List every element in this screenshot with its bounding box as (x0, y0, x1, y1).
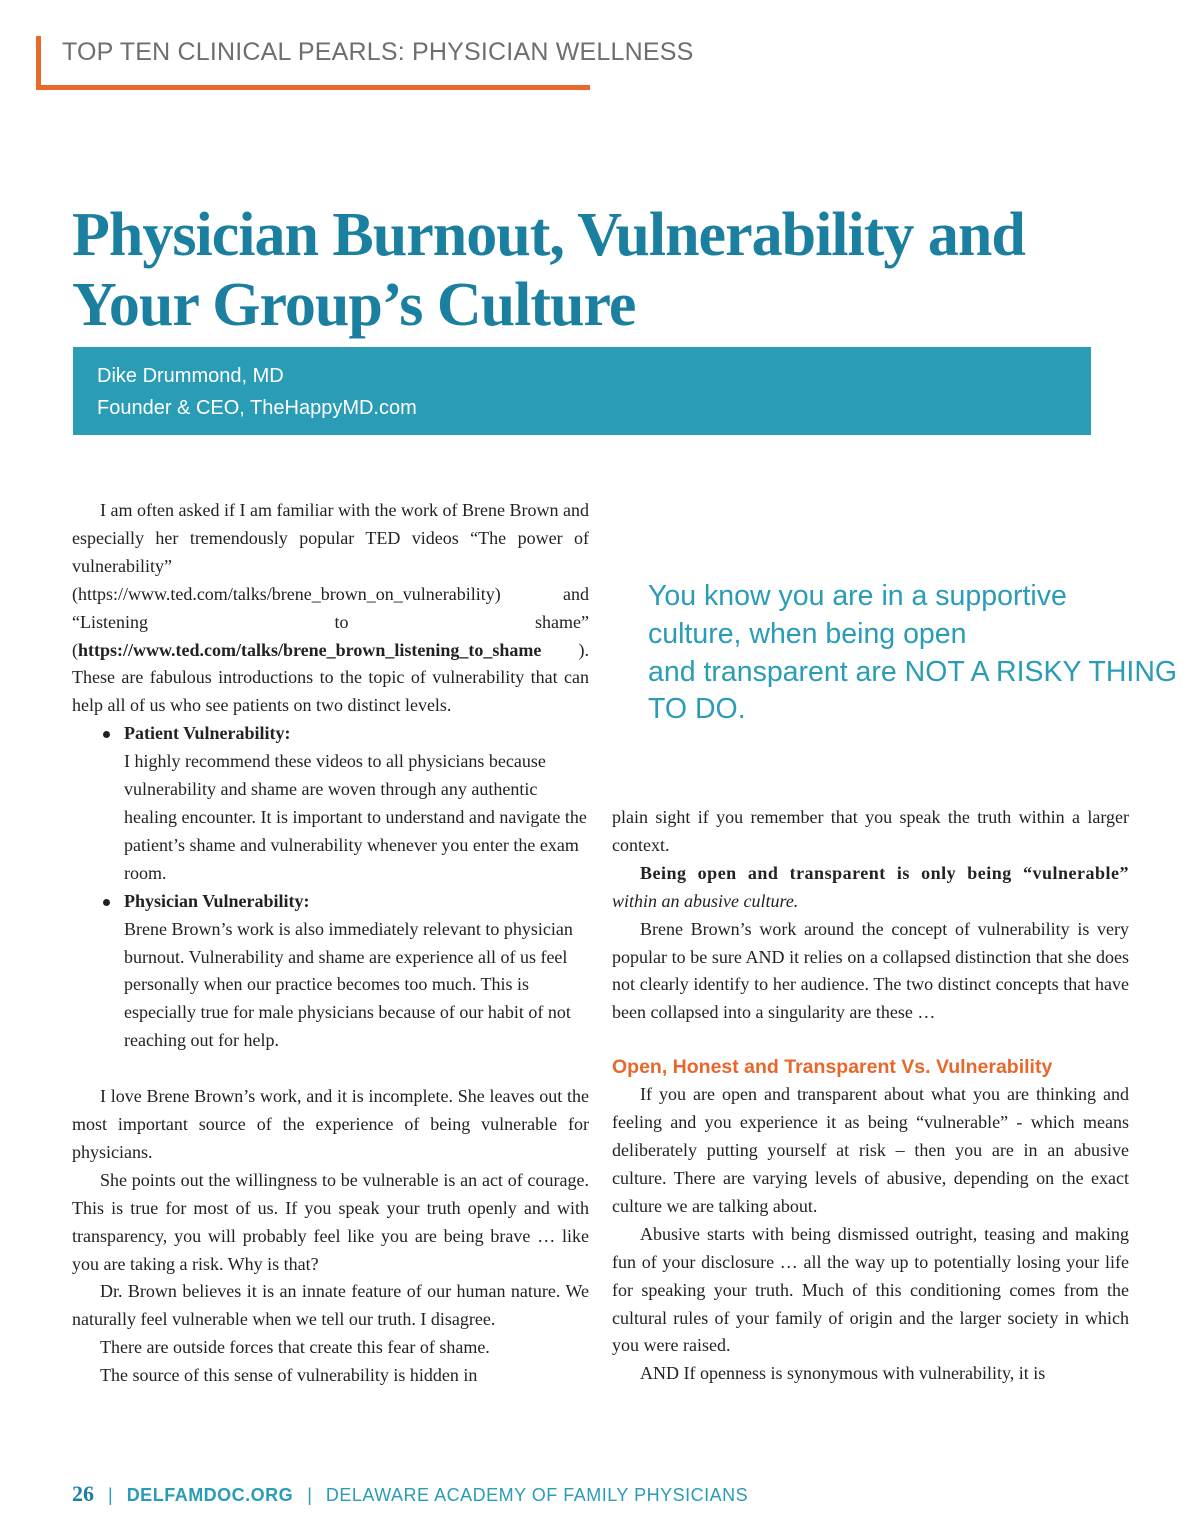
pull-quote-line: TO DO. (648, 693, 746, 726)
article-title (72, 200, 1132, 340)
footer-separator: | (108, 1485, 113, 1505)
continuation-paragraph: plain sight if you remember that you speak the truth within a larger context. (612, 807, 1129, 855)
section-label: TOP TEN CLINICAL PEARLS: PHYSICIAN WELLNESS (62, 38, 694, 66)
pull-quote-line: culture, when being open (648, 617, 967, 650)
emphasis-paragraph (612, 860, 1129, 916)
shame-video-link[interactable]: https://www.ted.com/talks/brene_brown_listening_to_shame (78, 639, 542, 660)
page-footer (72, 1481, 748, 1511)
right-column (612, 804, 1129, 1388)
emphasis-bold: Being open and transparent is only being “vulnerable” (640, 862, 1129, 883)
body-paragraph: AND If openness is synonymous with vulnerability, it is (640, 1363, 1046, 1384)
page-number: 26 (72, 1481, 94, 1506)
bullet-icon (103, 899, 110, 906)
pull-quote (648, 578, 1178, 729)
bullet-title: Physician Vulnerability: (124, 890, 310, 911)
footer-separator: | (307, 1485, 312, 1505)
body-paragraph: She points out the willingness to be vulnerable is an act of courage. This is true for most of us. If you speak your truth openly and with transparency, you will probably feel like you are being brave … like you are taking a risk. Why is that? (72, 1169, 589, 1274)
bullet-icon (103, 731, 110, 738)
header-underline (36, 85, 590, 90)
left-column (72, 497, 589, 1390)
intro-text-a: I am often asked if I am familiar with the work of Brene Brown and especially her tremendously popular TED videos “The power of vulnerability” (https://www.ted.com/talks/brene_brown_on_vulnerability) and “Listening to shame” ( (72, 500, 589, 660)
section-header (36, 36, 694, 90)
footer-organization: DELAWARE ACADEMY OF FAMILY PHYSICIANS (325, 1485, 749, 1505)
author-role: Founder & CEO, TheHappyMD.com (97, 397, 417, 419)
list-item (72, 888, 589, 1055)
author-banner (73, 347, 1091, 435)
section-subhead: Open, Honest and Transparent Vs. Vulnerability (612, 1056, 1053, 1079)
bullet-title: Patient Vulnerability: (124, 723, 291, 744)
body-paragraph: I love Brene Brown’s work, and it is incomplete. She leaves out the most important source of the experience of being vulnerable for physicians. (72, 1086, 589, 1162)
intro-paragraph (72, 497, 589, 720)
body-paragraph: If you are open and transparent about what you are thinking and feeling and you experience it as being “vulnerable” - which means deliberately putting yourself at risk – then you are in an abusive culture. There are varying levels of abusive, depending on the exact culture we are talking about. (612, 1084, 1129, 1216)
bullet-body: Brene Brown’s work is also immediately relevant to physician burnout. Vulnerability and shame are experience all of us feel personally when our practice becomes too much. This is especially true for male physicians because of our habit of not reaching out for help. (124, 918, 573, 1051)
title-line-2: Your Group’s Culture (72, 271, 636, 339)
intro-text-b: ). These are fabulous introductions to the topic of vulnerability that can help all of us who see patients on two distinct levels. (72, 639, 589, 716)
emphasis-italic: within an abusive culture. (612, 890, 799, 911)
body-paragraph: The source of this sense of vulnerability is hidden in (100, 1365, 478, 1386)
bullet-body: I highly recommend these videos to all physicians because vulnerability and shame are woven through any authentic healing encounter. It is important to understand and navigate the patient’s shame and vulnerability whenever you enter the exam room. (124, 751, 587, 883)
title-line-1: Physician Burnout, Vulnerability and (72, 201, 1025, 269)
body-paragraph: Dr. Brown believes it is an innate feature of our human nature. We naturally feel vulnerable when we tell our truth. I disagree. (72, 1281, 589, 1330)
pull-quote-line: You know you are in a supportive (648, 580, 1067, 612)
footer-site-link[interactable]: DELFAMDOC.ORG (126, 1485, 294, 1505)
body-paragraph: Brene Brown’s work around the concept of vulnerability is very popular to be sure AND it relies on a collapsed distinction that she does not clearly identify to her audience. The two distinct concepts that have been collapsed into a singularity are these … (612, 918, 1129, 1023)
body-paragraph: There are outside forces that create this fear of shame. (100, 1337, 490, 1358)
body-paragraph: Abusive starts with being dismissed outright, teasing and making fun of your disclosure … all the way up to potentially losing your life for speaking your truth. Much of this conditioning comes from the cultural rules of your family of origin and the larger society in which you were raised. (612, 1223, 1129, 1356)
list-item (72, 720, 589, 887)
vulnerability-list (72, 720, 589, 1055)
author-name: Dike Drummond, MD (97, 365, 284, 387)
pull-quote-line: and transparent are NOT A RISKY THING (648, 655, 1178, 688)
header-accent-bar (36, 36, 41, 90)
paragraph-gap (72, 1055, 589, 1083)
